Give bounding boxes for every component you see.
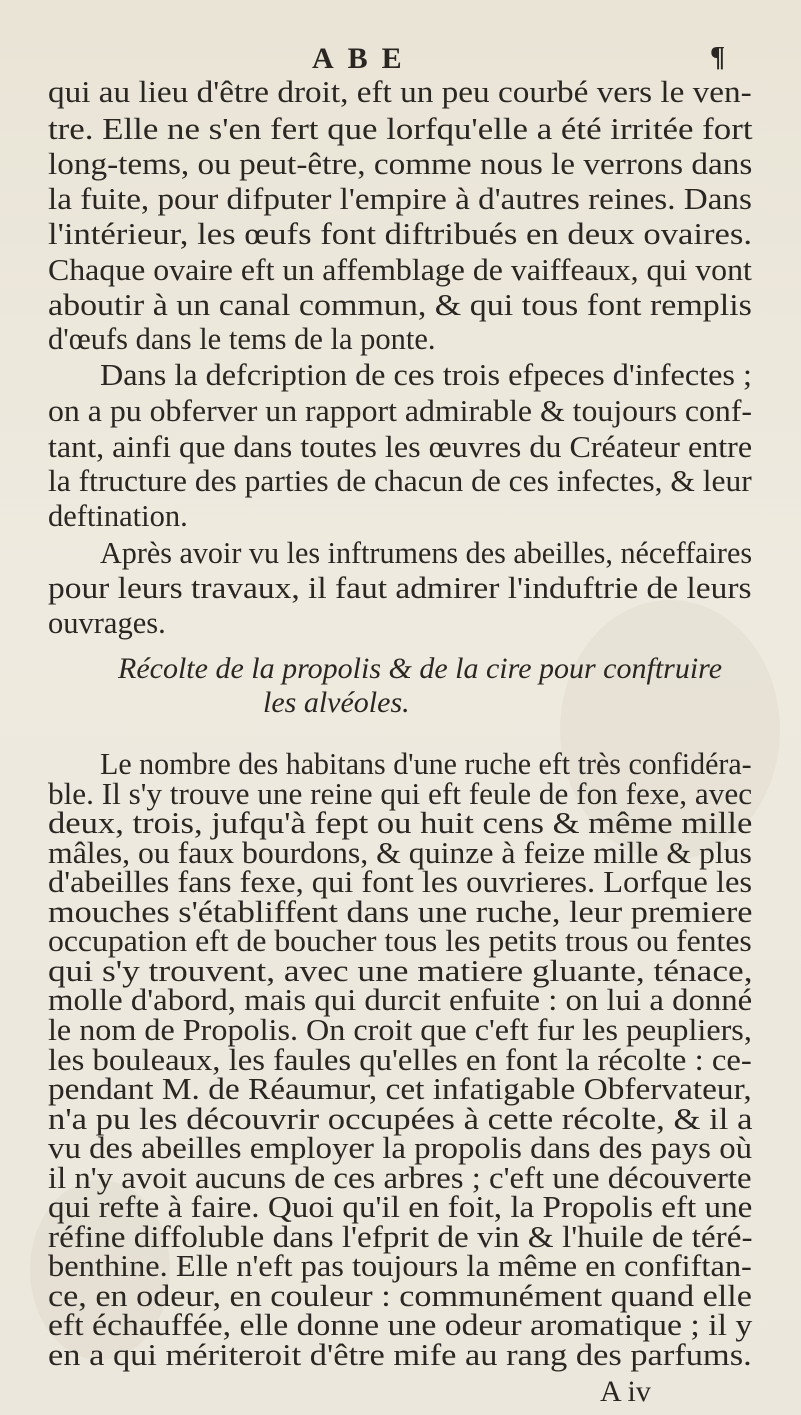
text-line: les bouleaux, les faules qu'elles en font la récolte : ce-: [48, 1042, 752, 1077]
text-line: Le nombre des habitans d'une ruche eft très confidéra-: [100, 747, 752, 781]
text-line: qui refte à faire. Quoi qu'il en foit, la Propolis eft une: [48, 1190, 753, 1225]
text-line: mâles, ou faux bourdons, & quinze à feize mille & plus: [48, 835, 752, 870]
text-line: d'œufs dans le tems de la ponte.: [48, 322, 436, 356]
text-line: pendant M. de Réaumur, cet infatigable Obfervateur,: [48, 1072, 752, 1107]
text-line: mouches s'établiffent dans une ruche, leur premiere: [48, 894, 753, 929]
ornament-mark: ¶: [710, 42, 726, 73]
text-line: ble. Il s'y trouve une reine qui eft feule de fon fexe, avec: [48, 776, 753, 811]
text-line: aboutir à un canal commun, & qui tous font remplis: [48, 288, 752, 322]
text-line: vu des abeilles employer la propolis dans des pays où: [48, 1131, 753, 1166]
running-head: [0, 40, 801, 80]
text-line: l'intérieur, les œufs font diftribués en deux ovaires.: [48, 217, 753, 251]
signature-catchword: A iv: [600, 1375, 651, 1408]
text-line: Dans la defcription de ces trois efpeces d'infectes ;: [100, 358, 752, 392]
text-line: tant, ainfi que dans toutes les œuvres du Créateur entre: [48, 430, 753, 464]
text-line: la ftructure des parties de chacun de ces infectes, & leur: [48, 464, 752, 498]
text-line: en a qui mériteroit d'être mife au rang des parfums.: [48, 1338, 752, 1372]
text-line: réfine diffoluble dans l'efprit de vin & l'huile de téré-: [48, 1219, 753, 1254]
text-line: n'a pu les découvrir occupées à cette récolte, & il a: [48, 1101, 753, 1136]
text-line: tre. Elle ne s'en fert que lorfqu'elle a été irritée fort: [48, 112, 753, 146]
text-line: pour leurs travaux, il faut admirer l'induftrie de leurs: [48, 571, 752, 605]
text-line: long-tems, ou peut-être, comme nous le verrons dans: [48, 147, 753, 181]
text-line: Récolte de la propolis & de la cire pour conftruire: [118, 652, 723, 685]
text-line: ouvrages.: [48, 606, 166, 640]
text-line: Chaque ovaire eft un affemblage de vaiffeaux, qui vont: [48, 253, 752, 287]
text-line: deftination.: [48, 499, 188, 533]
text-line: qui s'y trouvent, avec une matiere gluante, ténace,: [48, 953, 753, 988]
text-line: d'abeilles fans fexe, qui font les ouvrieres. Lorfque les: [48, 865, 753, 900]
text-line: occupation eft de boucher tous les petits trous ou fentes: [48, 924, 752, 959]
text-line: Après avoir vu les inftrumens des abeilles, néceffaires: [100, 536, 753, 570]
running-head-title: ABE: [312, 42, 416, 75]
text-line: benthine. Elle n'eft pas toujours la même en confiftan-: [48, 1249, 752, 1284]
text-line: qui au lieu d'être droit, eft un peu courbé vers le ven-: [48, 75, 752, 109]
text-line: ce, en odeur, en couleur : communément quand elle: [48, 1278, 752, 1313]
text-line: la fuite, pour difputer l'empire à d'autres reines. Dans: [48, 182, 752, 216]
text-line: molle d'abord, mais qui durcit enfuite : on lui a donné: [48, 983, 753, 1018]
text-line: les alvéoles.: [263, 686, 410, 719]
text-line: eft échauffée, elle donne une odeur aromatique ; il y: [48, 1308, 753, 1343]
text-line: il n'y avoit aucuns de ces arbres ; c'eft une découverte: [48, 1160, 752, 1195]
text-line: on a pu obferver un rapport admirable & toujours conf-: [48, 394, 753, 428]
text-line: le nom de Propolis. On croit que c'eft fur les peupliers,: [48, 1012, 752, 1047]
text-line: deux, trois, jufqu'à fept ou huit cens & même mille: [48, 806, 753, 841]
